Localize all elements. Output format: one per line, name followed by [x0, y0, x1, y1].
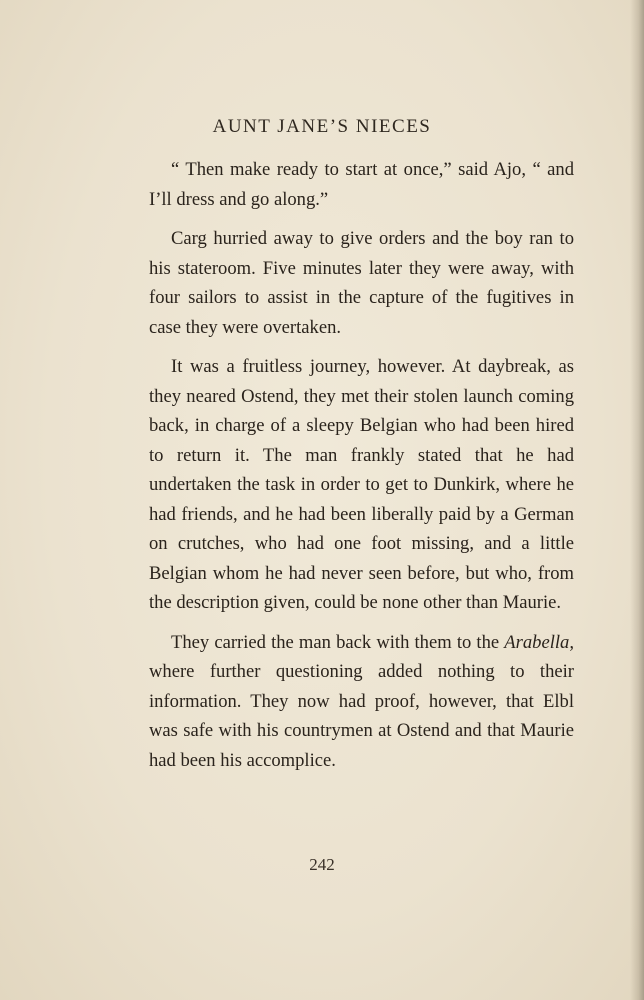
body-text: [149, 155, 574, 785]
paragraph-4-rest: where further questioning added nothing to their information. They now had proof, however, that Elbl was safe with his countrymen at Ostend and that Maurie had been his accomplice.: [149, 661, 574, 771]
paragraph-1: “ Then make ready to start at once,” said Ajo, “ and I’ll dress and go along.”: [149, 159, 574, 210]
ship-name: Arabella,: [504, 631, 574, 653]
running-head: AUNT JANE’S NIECES: [212, 116, 432, 137]
page-edge-shadow: [630, 0, 644, 1000]
page-number: 242: [309, 855, 335, 874]
paragraph-4: [149, 628, 574, 776]
paragraph-2: Carg hurried away to give orders and the boy ran to his stateroom. Five minutes later they were away, with four sailors to assist in the capture of the fugitives in case they were overtaken.: [149, 228, 574, 338]
paragraph-3: It was a fruitless journey, however. At daybreak, as they neared Ostend, they met their stolen launch coming back, in charge of a sleepy Belgian who had been hired to return it. The man frankly stated that he had undertaken the task in order to get to Dunkirk, where he had friends, and he had been liberally paid by a German on crutches, who had one foot missing, and a little Belgian whom he had never seen before, but who, from the description given, could be none other than Maurie.: [149, 356, 574, 613]
paragraph-4-lead: They carried the man back with them to the: [171, 631, 505, 653]
